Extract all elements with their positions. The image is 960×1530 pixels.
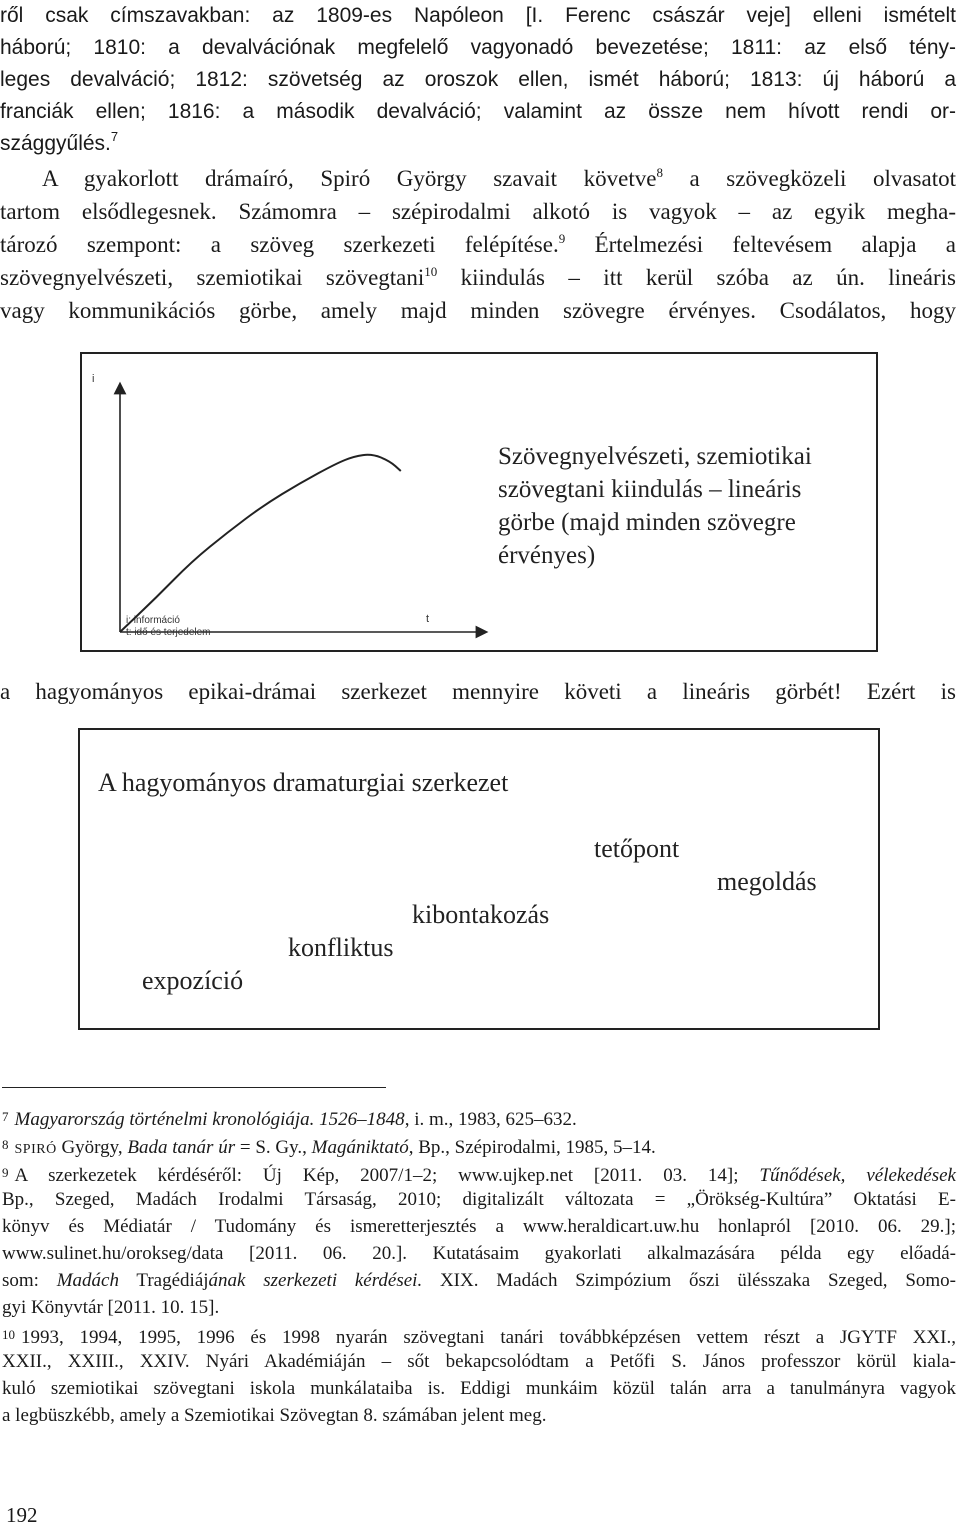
footnote-text: 1993, 1994, 1995, 1996 és 1998 nyarán szövegtani tanári továbbképzésen vettem részt a JGYTF XXI., bbox=[21, 1327, 956, 1348]
footnote-title: ának szerkezeti kérdései. bbox=[208, 1270, 423, 1291]
footnote-9-line-3: könyv és Médiatár / Tudomány és ismeretterjesztés a www.heraldicart.uw.hu honlapról [2010. 06. 29.]; bbox=[2, 1216, 956, 1237]
footnote-title: Madách bbox=[56, 1270, 119, 1291]
body-text: a szövegközeli olvasatot bbox=[662, 166, 956, 191]
footnote-text: XIX. Madách Szimpózium őszi ülésszaka Szeged, Somo- bbox=[422, 1270, 956, 1291]
body-line-7: tartom elsődlegesnek. Számomra – szépirodalmi alkotó is vagyok – az egyik megha- bbox=[0, 199, 956, 224]
footnote-title: Tűnődések, vélekedések bbox=[759, 1165, 956, 1186]
linear-curve-figure bbox=[80, 352, 878, 652]
body-line-3: leges devalváció; 1812: szövetség az oroszok ellen, ismét háború; 1813: új háború a bbox=[0, 68, 956, 91]
footnote-9-line-1 bbox=[2, 1160, 956, 1189]
footnote-ref-7[interactable]: 7 bbox=[110, 129, 119, 144]
footnote-text: Tragédiáj bbox=[118, 1270, 209, 1291]
body-line-1: ről csak címszavakban: az 1809-es Napóleon [I. Ferenc császár veje] elleni ismételt bbox=[0, 4, 956, 27]
body-line-11: a hagyományos epikai-drámai szerkezet mennyire követi a lineáris görbét! Ezért is bbox=[0, 679, 956, 704]
y-axis-label: i bbox=[92, 373, 95, 385]
footnote-number: 9 bbox=[2, 1165, 9, 1180]
body-text: szággyűlés. bbox=[0, 132, 111, 155]
footnote-10-line-3: kuló szemiotikai szövegtani iskola munkálataiba is. Eddigi munkáim közül talán arra a tanulmányra vagyok bbox=[2, 1378, 956, 1399]
footnote-9-line-4: www.sulinet.hu/orokseg/data [2011. 06. 20.]. Kutatásaim gyakorlati alkalmazására példa egy előadá- bbox=[2, 1243, 956, 1264]
footnote-10-line-1 bbox=[2, 1322, 956, 1351]
footnote-10-line-4: a legbüszkébb, amely a Szemiotikai Szövegtan 8. számában jelent meg. bbox=[2, 1405, 547, 1426]
footnote-text: , Bp., Szépirodalmi, 1985, 5–14. bbox=[408, 1137, 656, 1158]
body-line-9 bbox=[0, 262, 956, 294]
footnote-text: A szerkezetek kérdéséről: Új Kép, 2007/1–2; www.ujkep.net [2011. 03. 14]; bbox=[14, 1165, 760, 1186]
footnote-9-line-2: Bp., Szeged, Madách Irodalmi Társaság, 2010; digitalizált változata = „Örökség-Kultúra” Oktatási E- bbox=[2, 1189, 956, 1210]
footnote-text: György, bbox=[56, 1137, 128, 1158]
footnote-9-line-5 bbox=[2, 1268, 956, 1294]
footnote-ref-10[interactable]: 10 bbox=[424, 264, 438, 279]
body-text: Értelmezési feltevésem alapja a bbox=[565, 232, 956, 257]
body-line-4: franciák ellen; 1816: a második devalváció; valamint az össze nem hívott rendi or- bbox=[0, 100, 956, 123]
stage-exposition: expozíció bbox=[142, 966, 244, 995]
body-line-2: háború; 1810: a devalvációnak megfelelő vagyonadó bevezetése; 1811: az első tény- bbox=[0, 36, 956, 59]
stage-development: kibontakozás bbox=[412, 900, 550, 929]
body-line-6 bbox=[0, 163, 956, 195]
footnote-8 bbox=[2, 1132, 956, 1163]
body-line-8 bbox=[0, 229, 956, 261]
body-text: kiindulás – itt kerül szóba az ún. lineáris bbox=[437, 265, 956, 290]
body-line-5 bbox=[0, 128, 956, 160]
stage-conflict: konfliktus bbox=[288, 933, 394, 962]
stage-climax: tetőpont bbox=[594, 834, 680, 863]
footnote-number: 7 bbox=[2, 1109, 9, 1124]
footnote-ref-8[interactable]: 8 bbox=[656, 165, 663, 180]
footnote-10-line-2: XXII., XXIII., XXIV. Nyári Akadémiáján – sőt bekapcsolódtam a Petőfi S. János professzor körül kiala- bbox=[2, 1351, 956, 1372]
footnote-text: som: bbox=[2, 1270, 57, 1291]
body-line-10: vagy kommunikációs görbe, amely majd minden szövegre érvényes. Csodálatos, hogy bbox=[0, 298, 956, 323]
footnote-title: Bada tanár úr bbox=[127, 1137, 236, 1158]
footnote-number: 10 bbox=[2, 1327, 15, 1342]
dramaturgy-figure bbox=[78, 728, 880, 1030]
footnote-text: = S. Gy., bbox=[235, 1137, 312, 1158]
footnote-ref-9[interactable]: 9 bbox=[558, 231, 566, 246]
footnote-7 bbox=[2, 1104, 956, 1133]
footnote-author: SPIRÓ bbox=[14, 1142, 57, 1157]
information-curve bbox=[120, 455, 401, 632]
legend-information: i: információ bbox=[126, 615, 180, 626]
footnote-title: Magyarország történelmi kronológiája. 1526–1848 bbox=[14, 1109, 405, 1130]
figure-title: A hagyományos dramaturgiai szerkezet bbox=[98, 768, 509, 797]
body-text: szövegnyelvészeti, szemiotikai szövegtani bbox=[0, 265, 425, 290]
figure-caption: Szövegnyelvészeti, szemiotikai szövegtani kiindulás – lineáris görbe (majd minden szövegre érvényes) bbox=[498, 443, 812, 569]
page-number: 192 bbox=[6, 1503, 38, 1527]
footnote-title: Magániktató bbox=[311, 1137, 409, 1158]
x-axis-label: t bbox=[426, 613, 430, 625]
footnote-9-line-6: gyi Könyvtár [2011. 10. 15]. bbox=[2, 1297, 220, 1318]
body-text: A gyakorlott drámaíró, Spiró György szavait követve bbox=[42, 166, 657, 191]
footnote-number: 8 bbox=[2, 1137, 9, 1152]
footnote-separator bbox=[2, 1087, 386, 1088]
legend-time: t: idő és terjedelem bbox=[126, 627, 211, 638]
body-text: tározó szempont: a szöveg szerkezeti felépítése. bbox=[0, 232, 559, 257]
stage-resolution: megoldás bbox=[717, 867, 817, 896]
footnote-text: , i. m., 1983, 625–632. bbox=[404, 1109, 577, 1130]
